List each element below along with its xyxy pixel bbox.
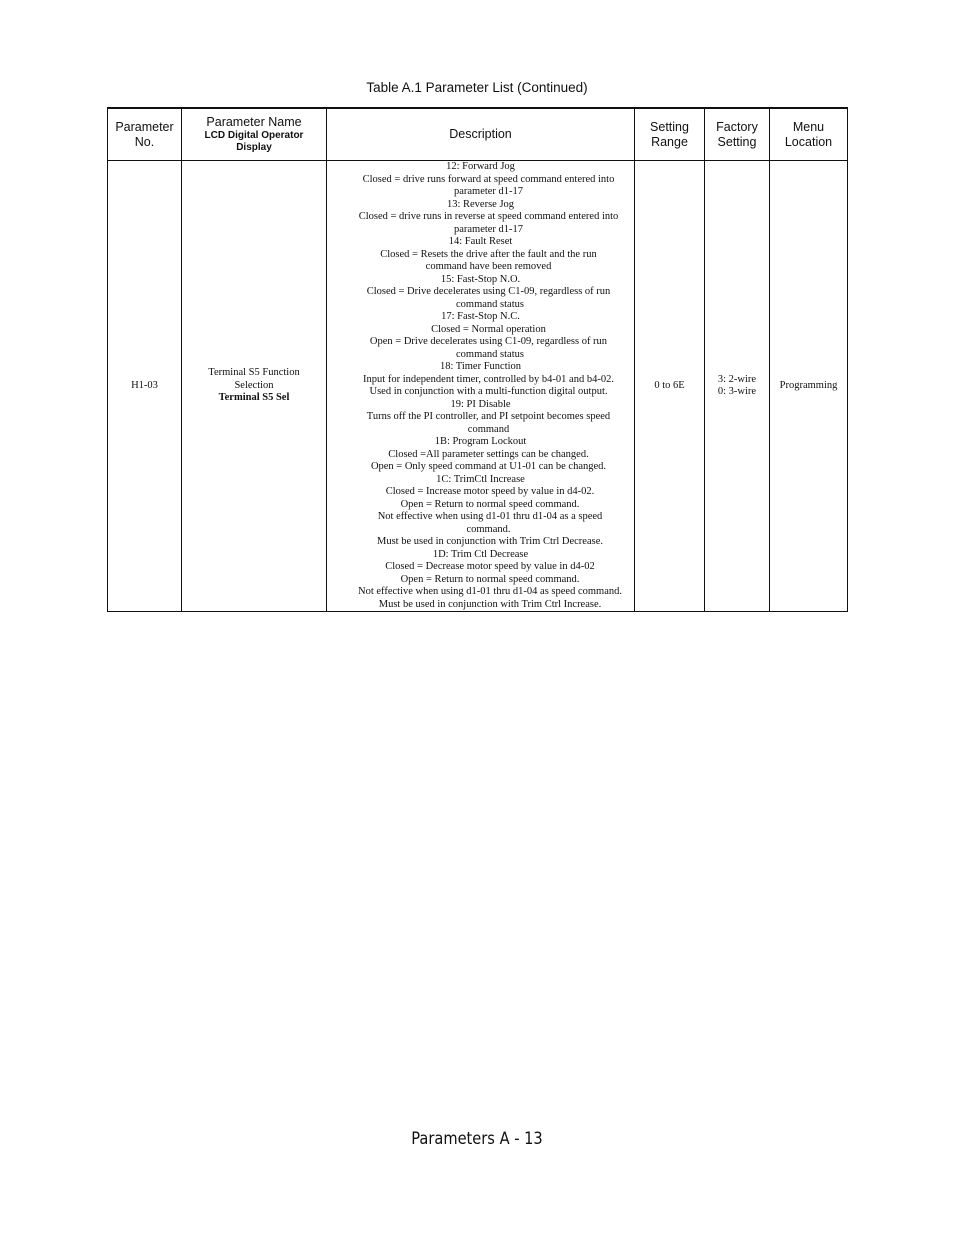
description-line: 1B: Program Lockout <box>434 436 527 447</box>
factory-setting-line2: 0: 3-wire <box>717 386 757 397</box>
header-parameter-name-sub: LCD Digital Operator Display <box>204 130 304 153</box>
description-line: 17: Fast-Stop N.C. <box>441 311 520 322</box>
table-header-row <box>108 108 848 161</box>
description-line: command <box>467 423 510 435</box>
description-line: Open = Drive decelerates using C1-09, regardless of run <box>369 336 608 347</box>
parameter-name-display: Terminal S5 Sel <box>218 392 290 404</box>
description-line: command status <box>456 348 524 360</box>
description-line: Input for independent timer, controlled by b4-01 and b4-02. <box>363 373 614 385</box>
table-caption: Table A.1 Parameter List (Continued) <box>366 80 588 95</box>
header-parameter-name <box>182 108 327 161</box>
description-line: parameter d1-17 <box>453 186 524 197</box>
description-line: Must be used in conjunction with Trim Ctrl Increase. <box>378 598 602 610</box>
description-line: command status <box>456 298 524 310</box>
description-line: Closed = Decrease motor speed by value in d4-02 <box>385 561 595 572</box>
header-parameter-name-label: Parameter Name <box>206 115 302 129</box>
cell-description <box>327 161 635 612</box>
header-description: Description <box>327 108 635 161</box>
cell-parameter-no: H1-03 <box>108 161 182 612</box>
description-line: Turns off the PI controller, and PI setpoint becomes speed <box>366 411 611 422</box>
description-line: Open = Only speed command at U1-01 can be changed. <box>370 461 607 472</box>
header-setting-range: Setting Range <box>635 108 705 161</box>
parameter-table <box>107 107 848 612</box>
description-line: Closed = Normal operation <box>431 323 546 335</box>
cell-factory-setting <box>705 161 770 612</box>
description-line: parameter d1-17 <box>453 223 524 235</box>
description-line: Used in conjunction with a multi-function digital output. <box>369 386 608 397</box>
description-line: command have been removed <box>425 261 552 272</box>
description-line: Closed = drive runs forward at speed command entered into <box>362 173 615 185</box>
description-line: Open = Return to normal speed command. <box>400 498 580 510</box>
description-line: 12: Forward Jog <box>446 161 515 172</box>
description-line: Closed =All parameter settings can be changed. <box>388 448 589 460</box>
description-line: 13: Reverse Jog <box>446 198 515 210</box>
description-line: command. <box>466 523 511 535</box>
description-line: Not effective when using d1-01 thru d1-04 as speed command. <box>358 586 622 597</box>
description-line: Closed = Increase motor speed by value in d4-02. <box>385 486 595 497</box>
description-line: Not effective when using d1-01 thru d1-04 as a speed <box>377 511 603 522</box>
parameter-name-line2: Selection <box>234 379 274 391</box>
parameter-name-line1: Terminal S5 Function <box>208 367 300 379</box>
description-line: Closed = Drive decelerates using C1-09, regardless of run <box>366 286 611 297</box>
header-parameter-no: Parameter No. <box>108 108 182 161</box>
factory-setting-line1: 3: 2-wire <box>717 373 757 385</box>
description-line: 14: Fault Reset <box>448 236 513 247</box>
table-row <box>108 161 848 612</box>
description-line: Must be used in conjunction with Trim Ctrl Decrease. <box>376 536 604 547</box>
header-menu-location: Menu Location <box>770 108 848 161</box>
description-line: 1D: Trim Ctl Decrease <box>432 548 529 560</box>
cell-setting-range: 0 to 6E <box>635 161 705 612</box>
description-line: Closed = Resets the drive after the fault and the run <box>380 248 597 260</box>
cell-menu-location: Programming <box>770 161 848 612</box>
description-line: Open = Return to normal speed command. <box>400 573 580 585</box>
description-line: 19: PI Disable <box>450 398 511 410</box>
description-line: Closed = drive runs in reverse at speed command entered into <box>358 211 619 222</box>
description-line: 18: Timer Function <box>439 361 522 372</box>
header-factory-setting: Factory Setting <box>705 108 770 161</box>
description-line: 1C: TrimCtl Increase <box>436 473 525 485</box>
cell-parameter-name <box>182 161 327 612</box>
page-footer: Parameters A - 13 <box>411 1129 543 1149</box>
description-line: 15: Fast-Stop N.O. <box>440 273 521 285</box>
